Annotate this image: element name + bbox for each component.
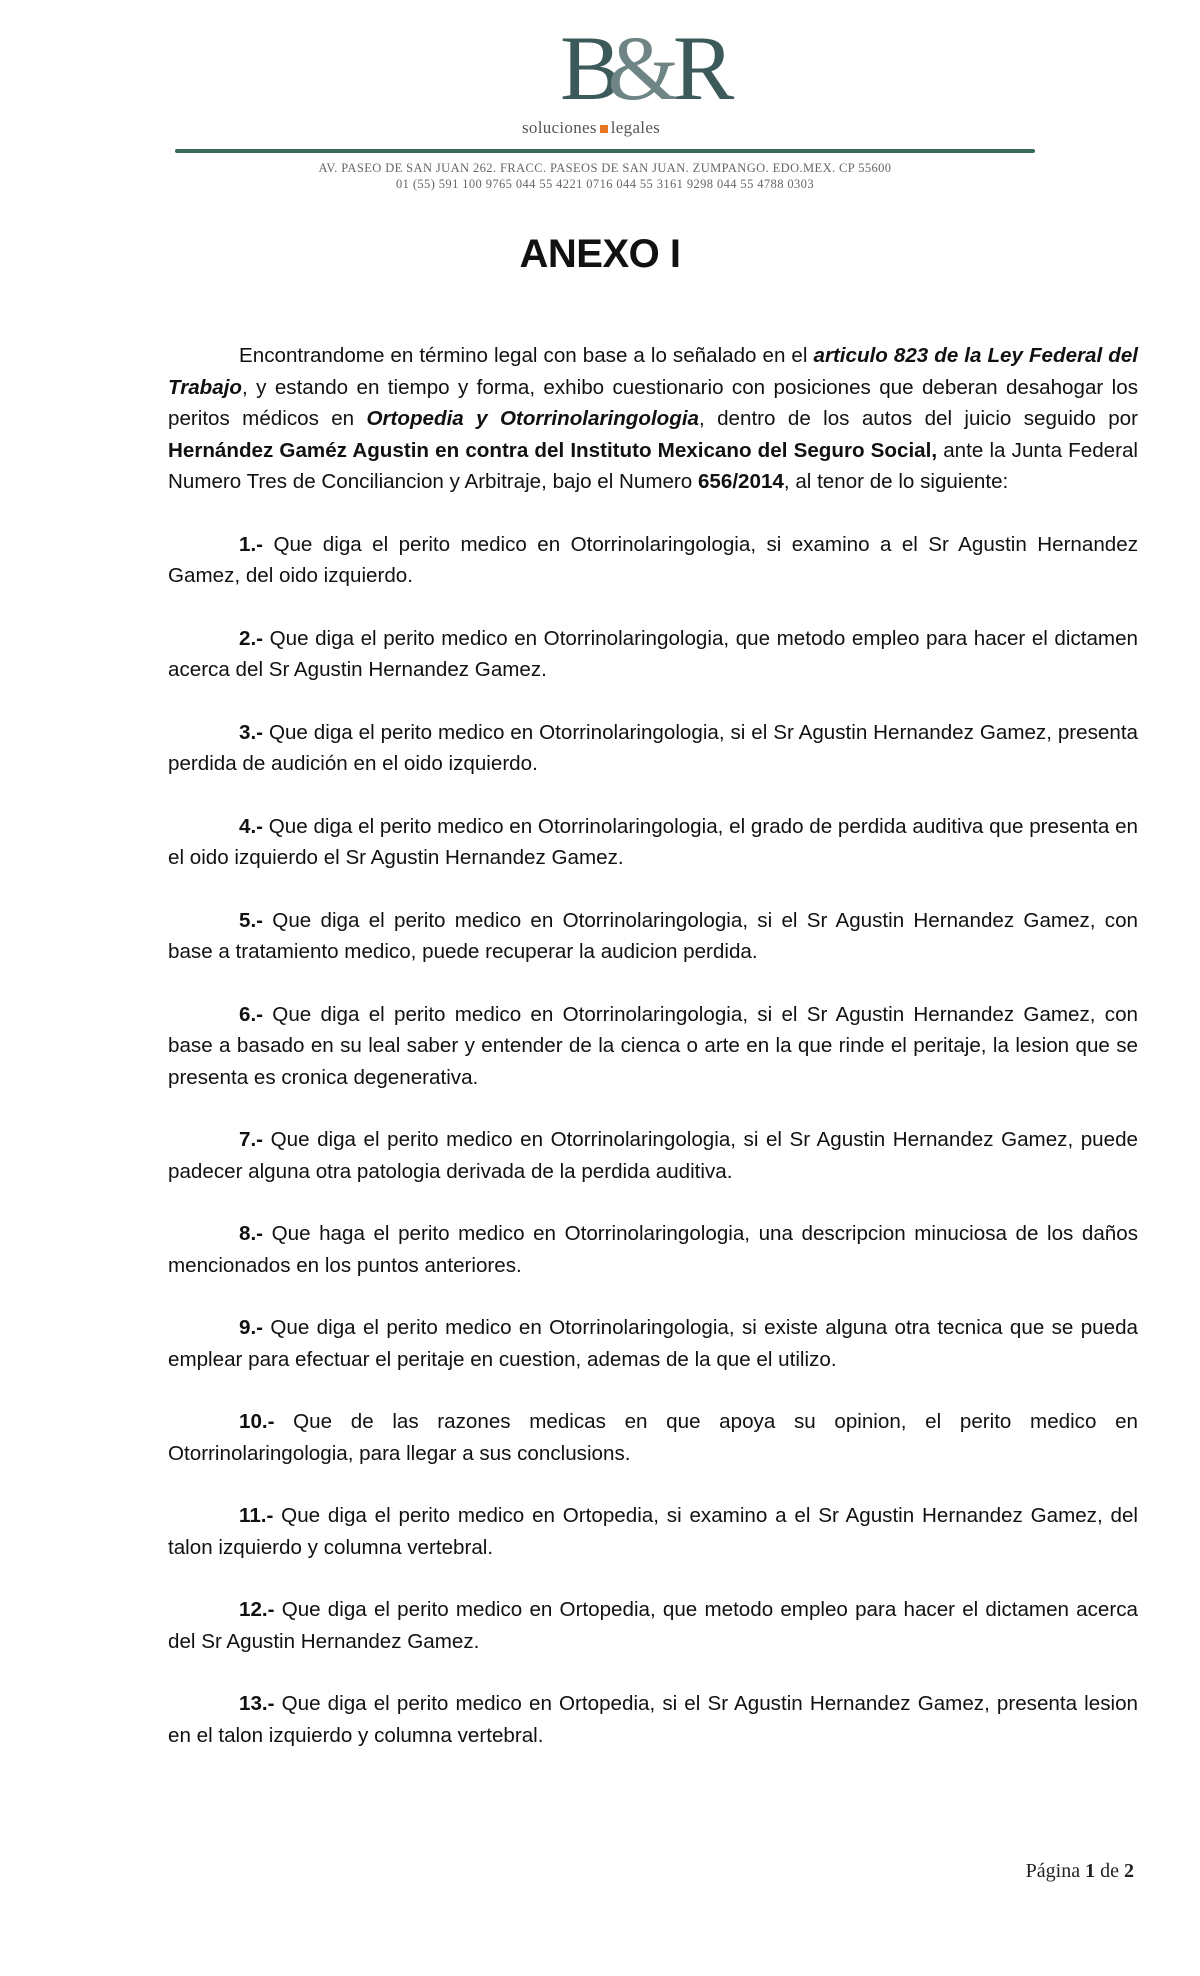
letterhead <box>0 0 1200 200</box>
question-number: 6.- <box>239 1002 264 1026</box>
question-text: Que diga el perito medico en Ortopedia, que metodo empleo para hacer el dictamen acerca del Sr Agustin Hernandez Gamez. <box>168 1598 1138 1653</box>
question-text: Que diga el perito medico en Otorrinolaringologia, si el Sr Agustin Hernandez Gamez, presenta perdida de audición en el oido izquierdo. <box>168 720 1138 775</box>
intro-text-5: , al tenor de lo siguiente: <box>783 470 1009 493</box>
question-text: Que diga el perito medico en Ortopedia, si el Sr Agustin Hernandez Gamez, presenta lesion en el talon izquierdo y columna vertebral. <box>168 1692 1138 1747</box>
document-title: ANEXO I <box>519 232 681 276</box>
header-divider <box>175 149 1035 153</box>
question-number: 2.- <box>239 626 264 650</box>
question-item <box>168 811 1138 874</box>
intro-text-2: , y estando en tiempo y forma, exhibo cuestionario con posiciones que deberan desahogar los peritos médicos en <box>168 375 1138 430</box>
page-label: Página <box>1025 1860 1081 1882</box>
question-text: Que diga el perito medico en Otorrinolaringologia, si el Sr Agustin Hernandez Gamez, puede padecer alguna otra patologia derivada de la perdida auditiva. <box>168 1128 1138 1183</box>
question-item <box>168 1124 1138 1187</box>
question-number: 12.- <box>239 1598 275 1621</box>
question-number: 9.- <box>239 1316 264 1339</box>
intro-law-reference: articulo 823 de la Ley Federal del Trabajo <box>168 344 1138 399</box>
intro-text-3: , dentro de los autos del juicio seguido por <box>699 407 1138 430</box>
logo-tagline <box>522 118 742 138</box>
question-text: Que diga el perito medico en Ortopedia, si examino a el Sr Agustin Hernandez Gamez, del talon izquierdo y columna vertebral. <box>168 1504 1138 1559</box>
question-item <box>168 1594 1138 1657</box>
logo-monogram: B&R <box>560 17 729 119</box>
intro-paragraph <box>168 340 1138 498</box>
question-text: Que haga el perito medico en Otorrinolaringologia, una descripcion minuciosa de los daños mencionados en los puntos anteriores. <box>168 1222 1138 1277</box>
question-number: 8.- <box>239 1222 264 1245</box>
question-number: 10.- <box>239 1410 275 1433</box>
logo-sub-left: soluciones <box>522 118 597 137</box>
question-text: Que diga el perito medico en Otorrinolaringologia, si examino a el Sr Agustin Hernandez Gamez, del oido izquierdo. <box>168 532 1138 587</box>
question-item <box>168 1218 1138 1281</box>
question-text: Que diga el perito medico en Otorrinolaringologia, que metodo empleo para hacer el dictamen acerca del Sr Agustin Hernandez Gamez. <box>168 626 1138 681</box>
intro-specialties: Ortopedia y Otorrinolaringologia <box>366 407 700 430</box>
question-number: 11.- <box>239 1504 274 1527</box>
letterhead-contact <box>175 160 1035 192</box>
page-of: de <box>1100 1860 1119 1882</box>
question-item <box>168 1500 1138 1563</box>
question-item <box>168 623 1138 686</box>
question-item <box>168 1688 1138 1751</box>
question-number: 1.- <box>239 532 264 556</box>
question-item <box>168 905 1138 968</box>
document-body <box>168 340 1138 1782</box>
page-current: 1 <box>1085 1860 1096 1882</box>
question-number: 3.- <box>239 720 264 744</box>
question-text: Que diga el perito medico en Otorrinolaringologia, si existe alguna otra tecnica que se pueda emplear para efectuar el peritaje en cuestion, ademas de la que el utilizo. <box>168 1316 1138 1371</box>
intro-parties: Hernández Gaméz Agustin en contra del Instituto Mexicano del Seguro Social, <box>168 438 938 462</box>
orange-square-icon <box>600 125 608 133</box>
question-number: 4.- <box>239 814 264 838</box>
page-total: 2 <box>1124 1860 1134 1882</box>
intro-text-4: ante la Junta Federal Numero Tres de Conciliancion y Arbitraje, bajo el Numero <box>168 438 1138 493</box>
company-logo <box>560 17 729 119</box>
question-item <box>168 999 1138 1094</box>
logo-sub-right: legales <box>610 118 661 137</box>
question-text: Que diga el perito medico en Otorrinolaringologia, el grado de perdida auditiva que presenta en el oido izquierdo el Sr Agustin Hernandez Gamez. <box>168 814 1138 869</box>
question-item <box>168 529 1138 592</box>
question-number: 7.- <box>239 1128 264 1151</box>
question-text: Que diga el perito medico en Otorrinolaringologia, si el Sr Agustin Hernandez Gamez, con base a tratamiento medico, puede recuperar la audicion perdida. <box>168 908 1138 963</box>
question-number: 5.- <box>239 908 264 932</box>
question-text: Que diga el perito medico en Otorrinolaringologia, si el Sr Agustin Hernandez Gamez, con base a basado en su leal saber y entender de la cienca o arte en la que rinde el peritaje, la lesion que se presenta es cronica degenerativa. <box>168 1002 1138 1089</box>
question-number: 13.- <box>239 1692 275 1715</box>
question-text: Que de las razones medicas en que apoya su opinion, el perito medico en Otorrinolaringologia, para llegar a sus conclusions. <box>168 1410 1138 1465</box>
page-number <box>1026 1860 1134 1883</box>
question-item <box>168 1312 1138 1375</box>
phones-line: 01 (55) 591 100 9765 044 55 4221 0716 044 55 3161 9298 044 55 4788 0303 <box>396 177 814 191</box>
address-line: AV. PASEO DE SAN JUAN 262. FRACC. PASEOS DE SAN JUAN. ZUMPANGO. EDO.MEX. CP 55600 <box>318 161 892 175</box>
question-item <box>168 1406 1138 1469</box>
intro-case-number: 656/2014 <box>697 470 784 493</box>
intro-text-1: Encontrandome en término legal con base a lo señalado en el <box>239 344 814 367</box>
question-item <box>168 717 1138 780</box>
